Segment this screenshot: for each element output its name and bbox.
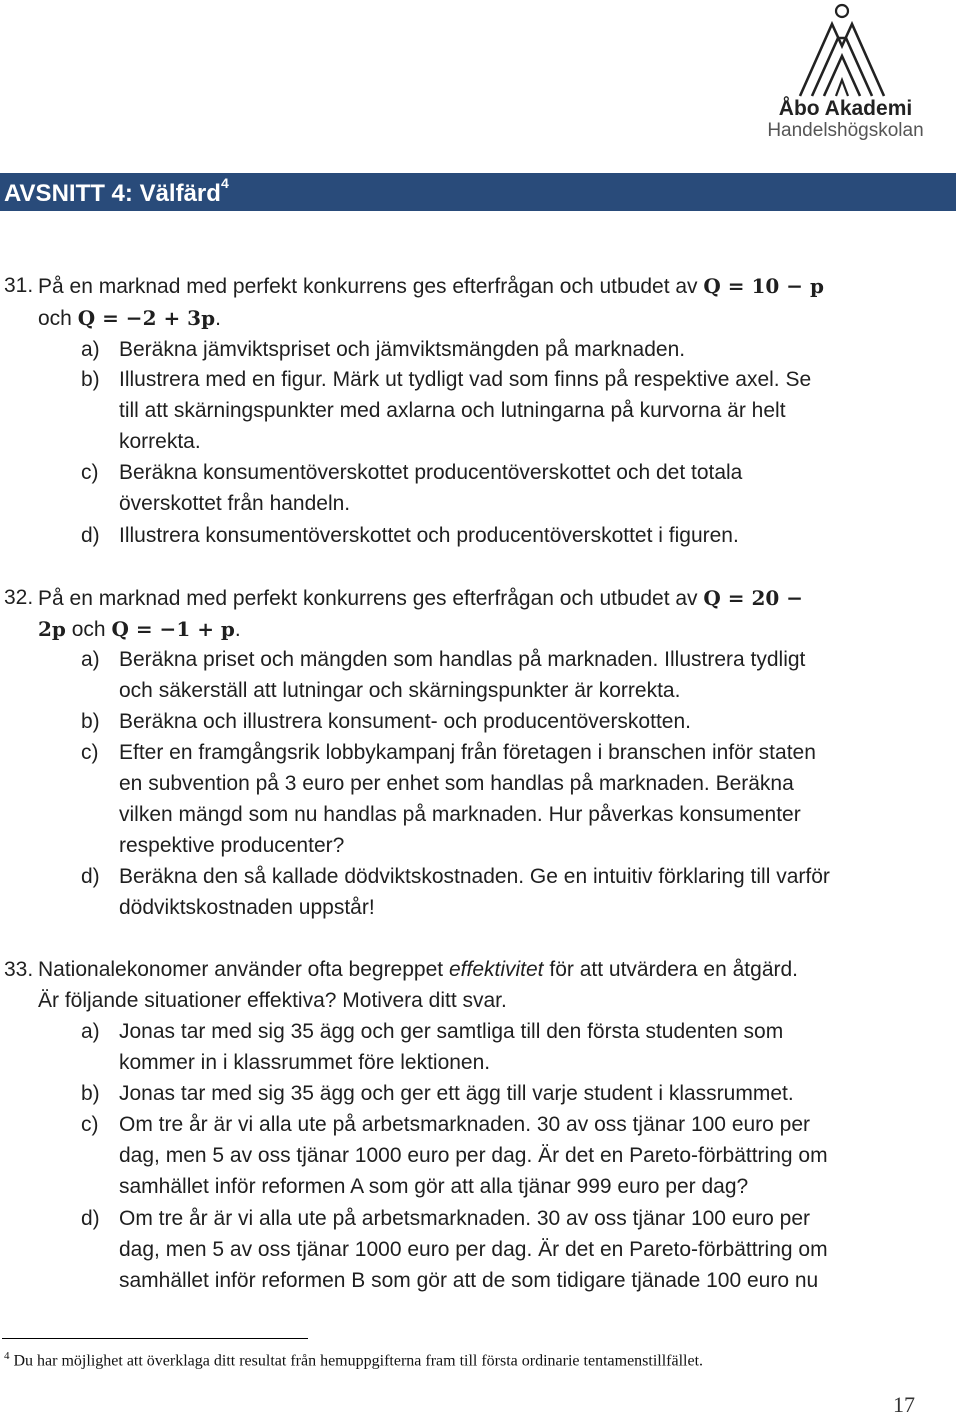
q31-item-a-label: a) bbox=[81, 338, 100, 361]
q32-item-a-line-2: och säkerställ att lutningar och skärningspunkter är korrekta. bbox=[119, 679, 681, 702]
question-33-number: 33. bbox=[4, 958, 34, 981]
q31-item-a-text: Beräkna jämviktspriset och jämviktsmängden på marknaden. bbox=[119, 338, 686, 361]
q32-item-a-line-1: Beräkna priset och mängden som handlas på marknaden. Illustrera tydligt bbox=[119, 648, 806, 671]
q32-item-c-line-2: en subvention på 3 euro per enhet som handlas på marknaden. Beräkna bbox=[119, 772, 794, 795]
university-logo bbox=[752, 2, 932, 142]
q33-item-d-line-2: dag, men 5 av oss tjänar 1000 euro per dag. Är det en Pareto-förbättring om bbox=[119, 1238, 828, 1261]
q31-item-c-line-2: överskottet från handeln. bbox=[119, 492, 351, 515]
question-31-line-1: På en marknad med perfekt konkurrens ges efterfrågan och utbudet av Q = 10 − p bbox=[38, 274, 825, 298]
q33-item-b-text: Jonas tar med sig 35 ägg och ger ett ägg till varje student i klassrummet. bbox=[119, 1082, 794, 1105]
question-33-line-1: Nationalekonomer använder ofta begreppet effektivitet för att utvärdera en åtgärd. bbox=[38, 958, 799, 981]
section-title: AVSNITT 4: Välfärd$^4$ bbox=[4, 175, 229, 207]
q33-item-a-label: a) bbox=[81, 1020, 100, 1043]
q33-item-b-label: b) bbox=[81, 1082, 100, 1105]
q31-item-d-text: Illustrera konsumentöverskottet och producentöverskottet i figuren. bbox=[119, 524, 739, 547]
q33-item-d-line-3: samhället inför reformen B som gör att de som tidigare tjänade 100 euro nu bbox=[119, 1269, 819, 1292]
q32-item-d-line-2: dödviktskostnaden uppstår! bbox=[119, 896, 375, 919]
q31-item-d-label: d) bbox=[81, 524, 100, 547]
abo-akademi-logo-icon bbox=[792, 2, 892, 98]
question-33-line-2: Är följande situationer effektiva? Motivera ditt svar. bbox=[38, 989, 507, 1012]
page-number: 17 bbox=[893, 1392, 915, 1417]
section-banner bbox=[0, 173, 956, 211]
footnote-separator bbox=[2, 1338, 308, 1339]
footnote-mark: 4 bbox=[4, 1350, 10, 1362]
question-32-line-2: 2p och Q = −1 + p. bbox=[38, 617, 241, 641]
q32-item-b-label: b) bbox=[81, 710, 100, 733]
q33-item-c-line-3: samhället inför reformen A som gör att alla tjänar 999 euro per dag? bbox=[119, 1175, 749, 1198]
footnote-text: Du har möjlighet att överklaga ditt resultat från hemuppgifterna fram till första ordinarie tentamenstillfället. bbox=[13, 1352, 704, 1370]
q32-item-d-line-1: Beräkna den så kallade dödviktskostnaden. Ge en intuitiv förklaring till varför bbox=[119, 865, 830, 888]
question-31-line-2: och Q = −2 + 3p. bbox=[38, 306, 221, 330]
q33-item-a-line-2: kommer in i klassrummet före lektionen. bbox=[119, 1051, 491, 1074]
question-32-line-1: På en marknad med perfekt konkurrens ges efterfrågan och utbudet av Q = 20 − bbox=[38, 586, 804, 610]
q32-item-d-label: d) bbox=[81, 865, 100, 888]
q33-item-c-line-1: Om tre år är vi alla ute på arbetsmarknaden. 30 av oss tjänar 100 euro per bbox=[119, 1113, 811, 1136]
q31-item-b-line-1: Illustrera med en figur. Märk ut tydligt vad som finns på respektive axel. Se bbox=[119, 368, 812, 391]
q31-item-c-label: c) bbox=[81, 461, 99, 484]
q31-item-b-label: b) bbox=[81, 368, 100, 391]
supply-equation: Q = −1 + p bbox=[111, 617, 235, 641]
q31-item-b-line-2: till att skärningspunkter med axlarna och lutningarna på kurvorna är helt bbox=[119, 399, 786, 422]
q31-item-c-line-1: Beräkna konsumentöverskottet producentöverskottet och det totala bbox=[119, 461, 743, 484]
q31-item-b-line-3: korrekta. bbox=[119, 430, 201, 453]
question-31-number: 31. bbox=[4, 274, 34, 297]
demand-equation: Q = 20 − bbox=[703, 586, 804, 610]
demand-equation: Q = 10 − p bbox=[703, 274, 825, 298]
footnote bbox=[4, 1350, 703, 1370]
q32-item-c-line-4: respektive producenter? bbox=[119, 834, 345, 857]
q33-item-d-line-1: Om tre år är vi alla ute på arbetsmarknaden. 30 av oss tjänar 100 euro per bbox=[119, 1207, 811, 1230]
supply-equation: Q = −2 + 3p bbox=[77, 306, 216, 330]
logo-name: Åbo Akademi bbox=[778, 97, 913, 120]
q32-item-b-text: Beräkna och illustrera konsument- och producentöverskotten. bbox=[119, 710, 691, 733]
q33-item-d-label: d) bbox=[81, 1207, 100, 1230]
q32-item-c-label: c) bbox=[81, 741, 99, 764]
footnote-reference: 4 bbox=[220, 175, 229, 191]
question-32-number: 32. bbox=[4, 586, 34, 609]
q32-item-c-line-1: Efter en framgångsrik lobbykampanj från företagen i branschen inför staten bbox=[119, 741, 816, 764]
q33-item-a-line-1: Jonas tar med sig 35 ägg och ger samtliga till den första studenten som bbox=[119, 1020, 784, 1043]
emphasized-term: effektivitet bbox=[448, 958, 544, 981]
q32-item-a-label: a) bbox=[81, 648, 100, 671]
q33-item-c-label: c) bbox=[81, 1113, 99, 1136]
logo-subtitle: Handelshögskolan bbox=[767, 120, 924, 141]
q33-item-c-line-2: dag, men 5 av oss tjänar 1000 euro per dag. Är det en Pareto-förbättring om bbox=[119, 1144, 828, 1167]
q32-item-c-line-3: vilken mängd som nu handlas på marknaden. Hur påverkas konsumenter bbox=[119, 803, 801, 826]
